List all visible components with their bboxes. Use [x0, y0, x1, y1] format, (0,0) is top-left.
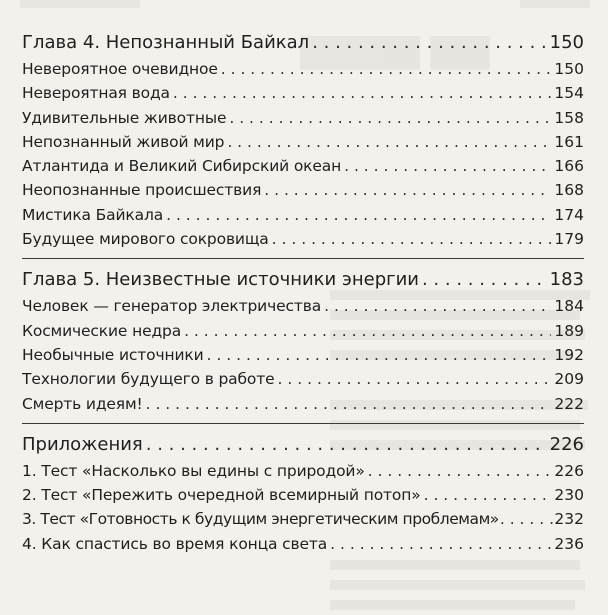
chapter-heading — [22, 28, 584, 57]
entry-title: 3. Тест «Готовность к будущим энергетическим проблемам» — [22, 510, 499, 529]
toc-entry — [22, 203, 584, 227]
entry-title: Невероятная вода — [22, 84, 170, 103]
dot-leader — [227, 130, 551, 154]
entry-page: 192 — [554, 345, 584, 364]
dot-leader — [229, 106, 551, 130]
entry-title: Атлантида и Великий Сибирский океан — [22, 157, 342, 176]
dot-leader — [184, 319, 551, 343]
dot-leader — [500, 507, 554, 531]
dot-leader — [344, 154, 551, 178]
entry-page: 209 — [554, 370, 584, 389]
dot-leader — [368, 459, 552, 483]
chapter-page: 226 — [549, 433, 584, 455]
toc-entry — [22, 367, 584, 391]
toc-entry — [22, 178, 584, 202]
entry-page: 154 — [554, 84, 584, 103]
entry-title: 1. Тест «Насколько вы едины с природой» — [22, 461, 365, 480]
entry-page: 230 — [554, 486, 584, 505]
chapter-heading — [22, 265, 584, 294]
chapter-heading — [22, 430, 584, 459]
section-chapter-4 — [22, 28, 584, 251]
dot-leader — [424, 483, 552, 507]
entry-page: 222 — [554, 394, 584, 413]
dot-leader — [221, 57, 552, 81]
toc-entry — [22, 483, 584, 507]
entry-page: 179 — [554, 230, 584, 249]
entry-title: Необычные источники — [22, 345, 204, 364]
dot-leader — [272, 227, 552, 251]
entry-page: 158 — [554, 108, 584, 127]
toc-entry — [22, 106, 584, 130]
entry-page: 236 — [554, 534, 584, 553]
entry-title: 2. Тест «Пережить очередной всемирный потоп» — [22, 486, 421, 505]
dot-leader — [324, 294, 551, 318]
dot-leader — [173, 81, 552, 105]
entry-page: 161 — [554, 132, 584, 151]
dot-leader — [330, 532, 551, 556]
table-of-contents — [22, 28, 584, 556]
entry-page: 226 — [554, 461, 584, 480]
chapter-page: 150 — [549, 32, 584, 53]
section-chapter-5 — [22, 265, 584, 415]
dot-leader — [312, 28, 546, 57]
toc-entry — [22, 227, 584, 251]
chapter-title: Глава 4. Непознанный Байкал — [22, 32, 310, 53]
dot-leader — [278, 367, 552, 391]
chapter-title: Глава 5. Неизвестные источники энергии — [22, 269, 419, 291]
entry-title: Удивительные животные — [22, 108, 227, 127]
entry-title: Непознанный живой мир — [22, 132, 225, 151]
dot-leader — [264, 178, 551, 202]
dot-leader — [422, 265, 547, 294]
entry-title: Мистика Байкала — [22, 205, 164, 224]
entry-page: 184 — [554, 297, 584, 316]
toc-entry — [22, 459, 584, 483]
section-appendices — [22, 430, 584, 556]
toc-entry — [22, 319, 584, 343]
toc-entry — [22, 294, 584, 318]
entry-page: 166 — [554, 157, 584, 176]
toc-entry — [22, 392, 584, 416]
entry-title: Будущее мирового сокровища — [22, 230, 269, 249]
entry-title: Технологии будущего в работе — [22, 370, 275, 389]
entry-title: Смерть идеям! — [22, 394, 143, 413]
toc-entry — [22, 343, 584, 367]
entry-title: Невероятное очевидное — [22, 60, 218, 78]
section-divider — [22, 423, 584, 424]
dot-leader — [146, 430, 547, 459]
toc-entry — [22, 81, 584, 105]
entry-page: 232 — [554, 510, 584, 529]
entry-page: 189 — [554, 321, 584, 340]
chapter-title: Приложения — [22, 433, 143, 455]
section-divider — [22, 258, 584, 259]
entry-title: Космические недра — [22, 321, 182, 340]
toc-entry — [22, 57, 584, 81]
toc-entry — [22, 130, 584, 154]
chapter-page: 183 — [549, 269, 584, 291]
entry-page: 174 — [554, 205, 584, 224]
dot-leader — [146, 392, 552, 416]
dot-leader — [166, 203, 551, 227]
entry-title: 4. Как спастись во время конца света — [22, 534, 328, 553]
dot-leader — [207, 343, 552, 367]
entry-page: 150 — [554, 60, 584, 78]
toc-entry — [22, 507, 584, 531]
entry-page: 168 — [554, 181, 584, 200]
entry-title: Человек — генератор электричества — [22, 297, 322, 316]
entry-title: Неопознанные происшествия — [22, 181, 262, 200]
toc-entry — [22, 154, 584, 178]
toc-entry — [22, 532, 584, 556]
